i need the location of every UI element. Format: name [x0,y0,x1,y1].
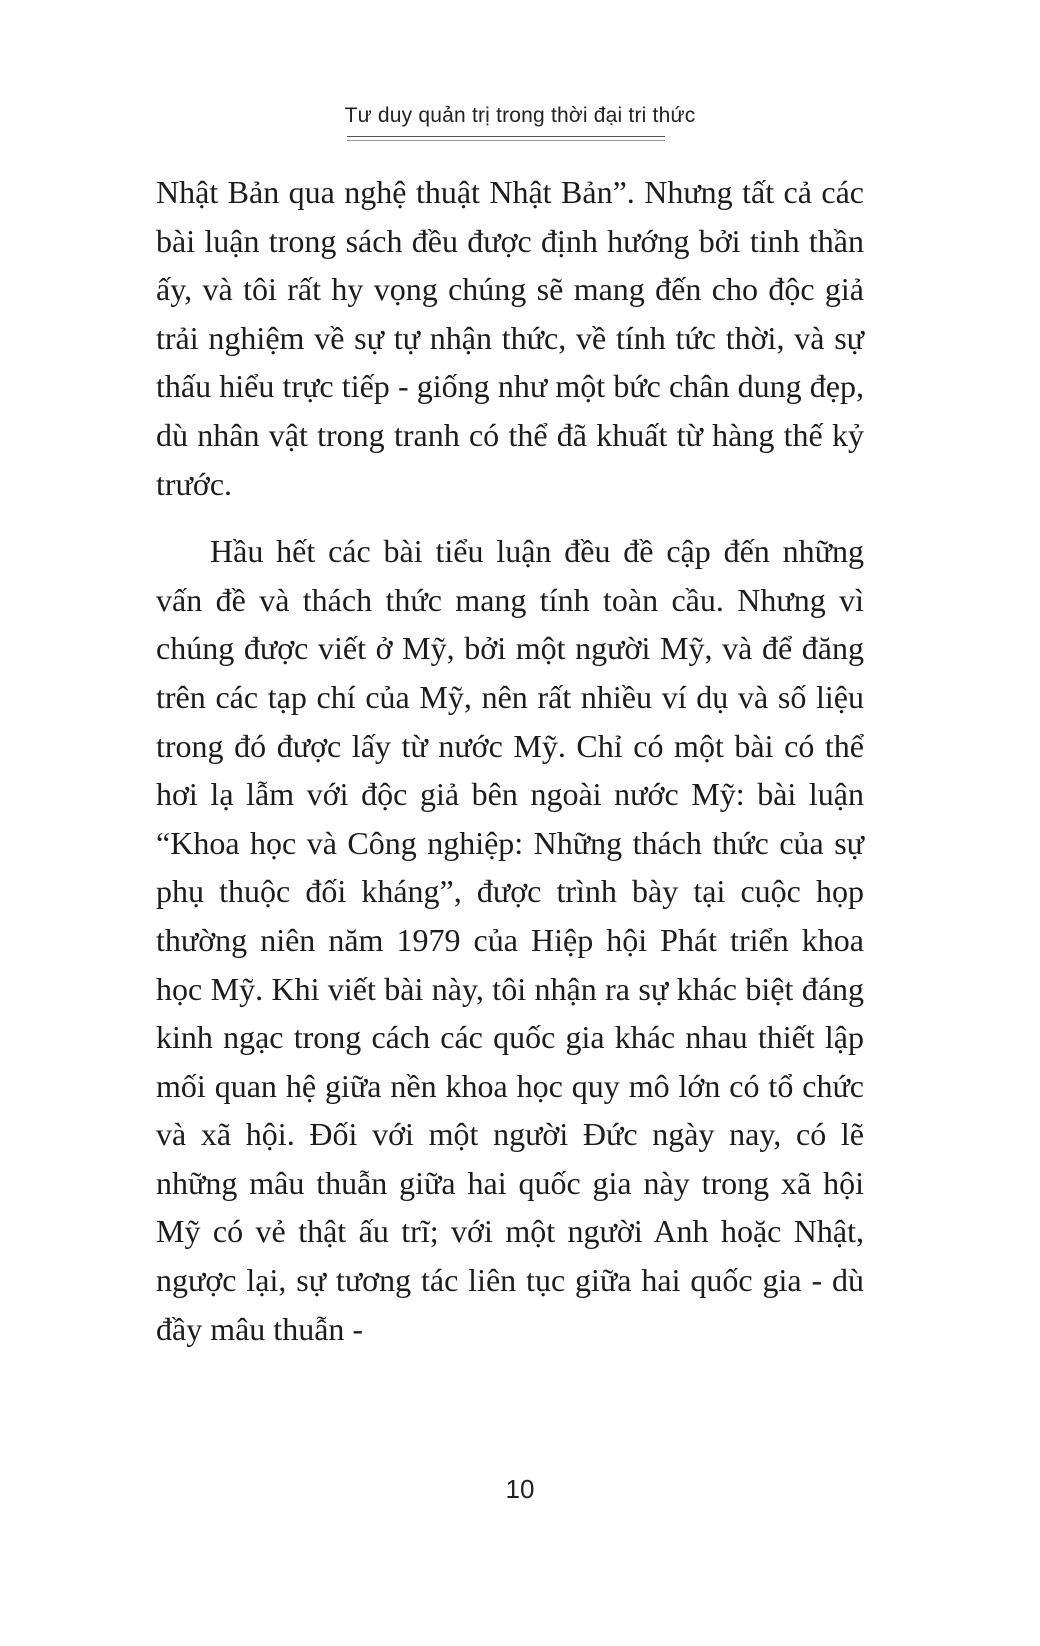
page-number: 10 [505,1474,535,1504]
body-text [156,168,864,1353]
running-header-title: Tư duy quản trị trong thời đại tri thức [344,104,696,127]
paragraph: Nhật Bản qua nghệ thuật Nhật Bản”. Nhưng tất cả các bài luận trong sách đều được định hướng bởi tinh thần ấy, và tôi rất hy vọng chúng sẽ mang đến cho độc giả trải nghiệm về sự tự nhận thức, về tính tức thời, và sự thấu hiểu trực tiếp - giống như một bức chân dung đẹp, dù nhân vật trong tranh có thể đã khuất từ hàng thế kỷ trước. [156,174,864,502]
paragraph: Hầu hết các bài tiểu luận đều đề cập đến những vấn đề và thách thức mang tính toàn cầu. Nhưng vì chúng được viết ở Mỹ, bởi một người Mỹ, và để đăng trên các tạp chí của Mỹ, nên rất nhiều ví dụ và số liệu trong đó được lấy từ nước Mỹ. Chỉ có một bài có thể hơi lạ lẫm với độc giả bên ngoài nước Mỹ: bài luận “Khoa học và Công nghiệp: Những thách thức của sự phụ thuộc đối kháng”, được trình bày tại cuộc họp thường niên năm 1979 của Hiệp hội Phát triển khoa học Mỹ. Khi viết bài này, tôi nhận ra sự khác biệt đáng kinh ngạc trong cách các quốc gia khác nhau thiết lập mối quan hệ giữa nền khoa học quy mô lớn có tổ chức và xã hội. Đối với một người Đức ngày nay, có lẽ những mâu thuẫn giữa hai quốc gia này trong xã hội Mỹ có vẻ thật ấu trĩ; với một người Anh hoặc Nhật, ngược lại, sự tương tác liên tục giữa hai quốc gia - dù đầy mâu thuẫn - [156,533,864,1347]
header-rule-secondary [347,140,665,141]
header-rule [347,136,665,137]
